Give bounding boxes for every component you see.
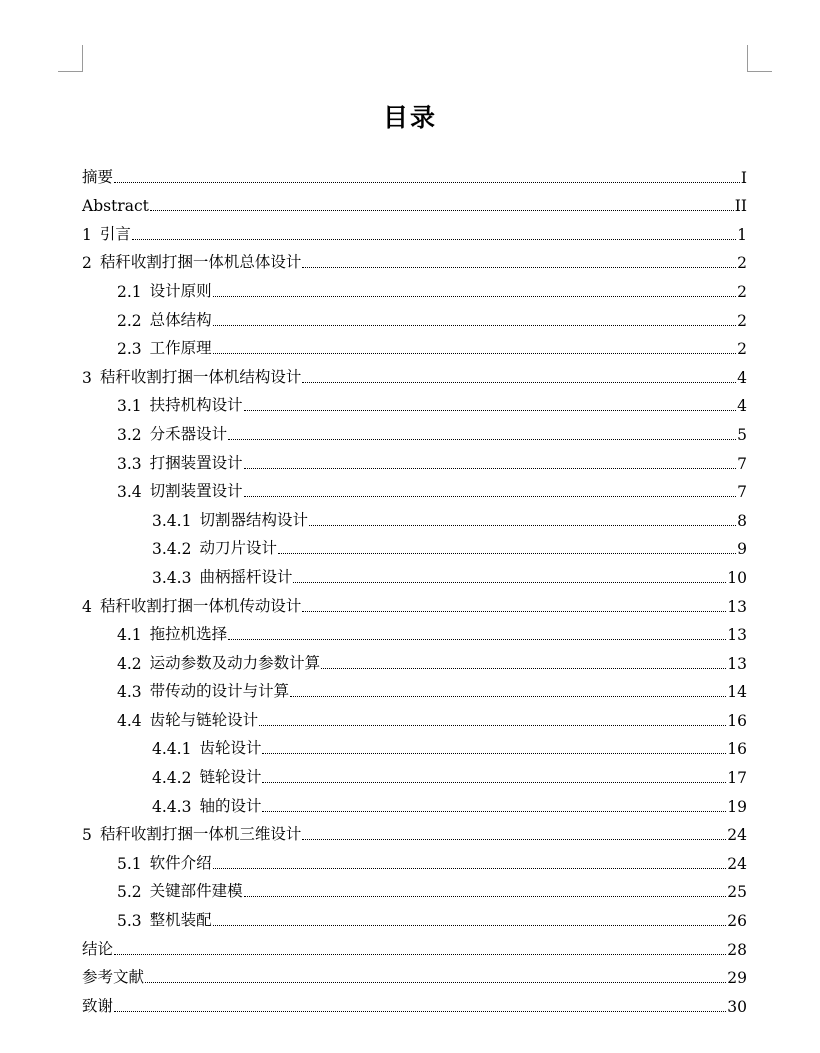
toc-entry[interactable] [0, 562, 820, 591]
toc-leader-dots [262, 753, 726, 754]
toc-leader-dots [213, 868, 727, 869]
toc-entry[interactable] [0, 334, 820, 363]
page-corner-mark-left [58, 45, 83, 72]
toc-leader-dots [114, 1011, 726, 1012]
toc-entry-number: 2.2 [117, 311, 142, 330]
toc-entry[interactable] [0, 620, 820, 649]
toc-leader-dots [262, 811, 726, 812]
toc-entry-page-number: 28 [727, 940, 747, 959]
toc-entry[interactable] [0, 705, 820, 734]
toc-entry-title: 拖拉机选择 [149, 625, 228, 644]
toc-entry-number: 3 [82, 368, 92, 387]
toc-leader-dots [302, 839, 726, 840]
toc-entry[interactable] [0, 276, 820, 305]
toc-leader-dots [114, 182, 740, 183]
toc-leader-dots [213, 925, 727, 926]
toc-entry-page-number: 24 [727, 854, 747, 873]
toc-entry-page-number: 24 [727, 826, 747, 845]
toc-entry-number: 3.1 [117, 397, 142, 416]
toc-entry-page-number: 2 [737, 311, 747, 330]
toc-entry-title: 齿轮设计 [199, 739, 262, 758]
toc-leader-dots [302, 611, 726, 612]
toc-entry-number: 4.3 [117, 683, 142, 702]
toc-entry-title: 轴的设计 [199, 796, 262, 815]
toc-entry-title: 秸秆收割打捆一体机结构设计 [99, 367, 302, 386]
toc-entry[interactable] [0, 305, 820, 334]
toc-entry-page-number: 5 [737, 425, 747, 444]
toc-entry-title: 秸秆收割打捆一体机传动设计 [99, 596, 302, 615]
toc-entry-number: 4.2 [117, 654, 142, 673]
toc-entry[interactable] [0, 648, 820, 677]
toc-entry-page-number: 2 [737, 340, 747, 359]
toc-entry-title: 运动参数及动力参数计算 [149, 653, 321, 672]
toc-entry-page-number: 29 [727, 969, 747, 988]
toc-entry[interactable] [0, 219, 820, 248]
toc-leader-dots [293, 582, 726, 583]
toc-leader-dots [290, 696, 726, 697]
toc-entry-title: 结论 [82, 939, 114, 958]
toc-entry-title: 齿轮与链轮设计 [149, 710, 259, 729]
toc-entry[interactable] [0, 505, 820, 534]
toc-leader-dots [145, 982, 726, 983]
toc-entry-number: 3.4.3 [152, 568, 192, 587]
toc-entry[interactable] [0, 820, 820, 849]
toc-leader-dots [244, 896, 727, 897]
toc-leader-dots [114, 954, 726, 955]
toc-entry-title: 带传动的设计与计算 [149, 682, 290, 701]
toc-entry-page-number: II [734, 197, 747, 216]
toc-leader-dots [278, 553, 736, 554]
toc-entry-page-number: 26 [727, 912, 747, 931]
toc-entry-title: 整机装配 [149, 911, 212, 930]
toc-entry-page-number: 10 [727, 568, 747, 587]
toc-entry-title: 工作原理 [149, 339, 212, 358]
toc-entry-title: 参考文献 [82, 968, 145, 987]
toc-leader-dots [213, 325, 736, 326]
toc-entry-title: 扶持机构设计 [149, 396, 243, 415]
toc-entry-title: 摘要 [82, 167, 114, 186]
toc-leader-dots [244, 496, 736, 497]
toc-entry[interactable] [0, 591, 820, 620]
toc-leader-dots [244, 468, 736, 469]
toc-entry-number: 4 [82, 597, 92, 616]
toc-entry-title: 秸秆收割打捆一体机总体设计 [99, 253, 302, 272]
toc-entry-title: 分禾器设计 [149, 424, 228, 443]
toc-leader-dots [262, 782, 726, 783]
toc-entry-title: 引言 [99, 224, 131, 243]
toc-entry[interactable] [0, 362, 820, 391]
toc-entry-number: 2.1 [117, 282, 142, 301]
toc-entry-page-number: 7 [737, 483, 747, 502]
toc-entry-page-number: 25 [727, 883, 747, 902]
toc-entry[interactable] [0, 762, 820, 791]
toc-leader-dots [321, 668, 726, 669]
toc-entry-page-number: 9 [737, 540, 747, 559]
toc-entry-title: 链轮设计 [199, 768, 262, 787]
page-corner-mark-right [747, 45, 772, 72]
toc-entry-page-number: 16 [727, 740, 747, 759]
toc-entry-title: 致谢 [82, 996, 114, 1015]
toc-entry-number: 3.4.2 [152, 540, 192, 559]
toc-leader-dots [259, 725, 726, 726]
toc-entry-page-number: 19 [727, 797, 747, 816]
toc-entry[interactable] [0, 391, 820, 420]
toc-leader-dots [150, 210, 734, 211]
toc-entry-number: 5 [82, 826, 92, 845]
toc-entry-page-number: 1 [737, 225, 747, 244]
toc-entry[interactable] [0, 991, 820, 1020]
toc-entry-page-number: 13 [727, 597, 747, 616]
toc-entry-number: 3.3 [117, 454, 142, 473]
toc-entry-page-number: 13 [727, 654, 747, 673]
toc-entry-number: 4.1 [117, 626, 142, 645]
toc-entry-title: 切割器结构设计 [199, 510, 308, 529]
toc-entry-title: 软件介绍 [149, 853, 212, 872]
toc-entry-page-number: 17 [727, 769, 747, 788]
toc-entry-number: 5.2 [117, 883, 142, 902]
toc-entry-title: 切割装置设计 [149, 482, 243, 501]
toc-entry-page-number: 8 [737, 511, 747, 530]
toc-entry-page-number: 14 [727, 683, 747, 702]
toc-entry-page-number: 2 [737, 254, 747, 273]
toc-entry-page-number: 4 [737, 397, 747, 416]
page-title: 目录 [382, 103, 437, 132]
toc-entry[interactable] [0, 448, 820, 477]
toc-entry-number: 4.4 [117, 711, 142, 730]
toc-entry[interactable] [0, 191, 820, 220]
toc-leader-dots [132, 239, 736, 240]
toc-entry-title: 打捆装置设计 [149, 453, 243, 472]
toc-leader-dots [213, 296, 736, 297]
toc-leader-dots [302, 382, 736, 383]
toc-entry-page-number: 13 [727, 626, 747, 645]
toc-entry-page-number: I [740, 168, 747, 187]
toc-entry-page-number: 4 [737, 368, 747, 387]
toc-leader-dots [228, 639, 726, 640]
toc-entry[interactable] [0, 905, 820, 934]
table-of-contents [0, 162, 820, 1020]
toc-entry-title: 曲柄摇杆设计 [199, 567, 293, 586]
toc-entry[interactable] [0, 877, 820, 906]
toc-entry-page-number: 30 [727, 997, 747, 1016]
toc-leader-dots [228, 439, 736, 440]
toc-entry[interactable] [0, 534, 820, 563]
toc-entry-number: 5.3 [117, 912, 142, 931]
toc-entry[interactable] [0, 734, 820, 763]
toc-entry[interactable] [0, 848, 820, 877]
toc-entry-title: 总体结构 [149, 310, 212, 329]
toc-entry-title: 动刀片设计 [199, 539, 277, 558]
toc-entry[interactable] [0, 677, 820, 706]
toc-entry-title: 关键部件建模 [149, 882, 243, 901]
toc-entry-title: 秸秆收割打捆一体机三维设计 [99, 825, 302, 844]
toc-entry[interactable] [0, 162, 820, 191]
toc-entry-number: 2 [82, 254, 92, 273]
toc-leader-dots [302, 267, 736, 268]
toc-entry[interactable] [0, 419, 820, 448]
toc-entry[interactable] [0, 934, 820, 963]
toc-entry-number: 2.3 [117, 340, 142, 359]
toc-entry-number: 3.2 [117, 425, 142, 444]
toc-entry-number: 4.4.3 [152, 797, 192, 816]
toc-entry[interactable] [0, 963, 820, 992]
toc-entry-page-number: 7 [737, 454, 747, 473]
toc-entry-number: 3.4 [117, 483, 142, 502]
toc-entry[interactable] [0, 248, 820, 277]
toc-entry[interactable] [0, 477, 820, 506]
toc-entry-page-number: 2 [737, 282, 747, 301]
toc-entry-number: 3.4.1 [152, 511, 192, 530]
toc-entry-title: Abstract [82, 197, 149, 216]
toc-leader-dots [309, 525, 736, 526]
toc-entry-title: 设计原则 [149, 281, 212, 300]
toc-leader-dots [213, 353, 736, 354]
toc-entry-page-number: 16 [727, 711, 747, 730]
toc-entry[interactable] [0, 791, 820, 820]
toc-entry-number: 5.1 [117, 854, 142, 873]
toc-entry-number: 1 [82, 225, 92, 244]
toc-entry-number: 4.4.1 [152, 740, 192, 759]
toc-leader-dots [244, 410, 736, 411]
toc-entry-number: 4.4.2 [152, 769, 192, 788]
